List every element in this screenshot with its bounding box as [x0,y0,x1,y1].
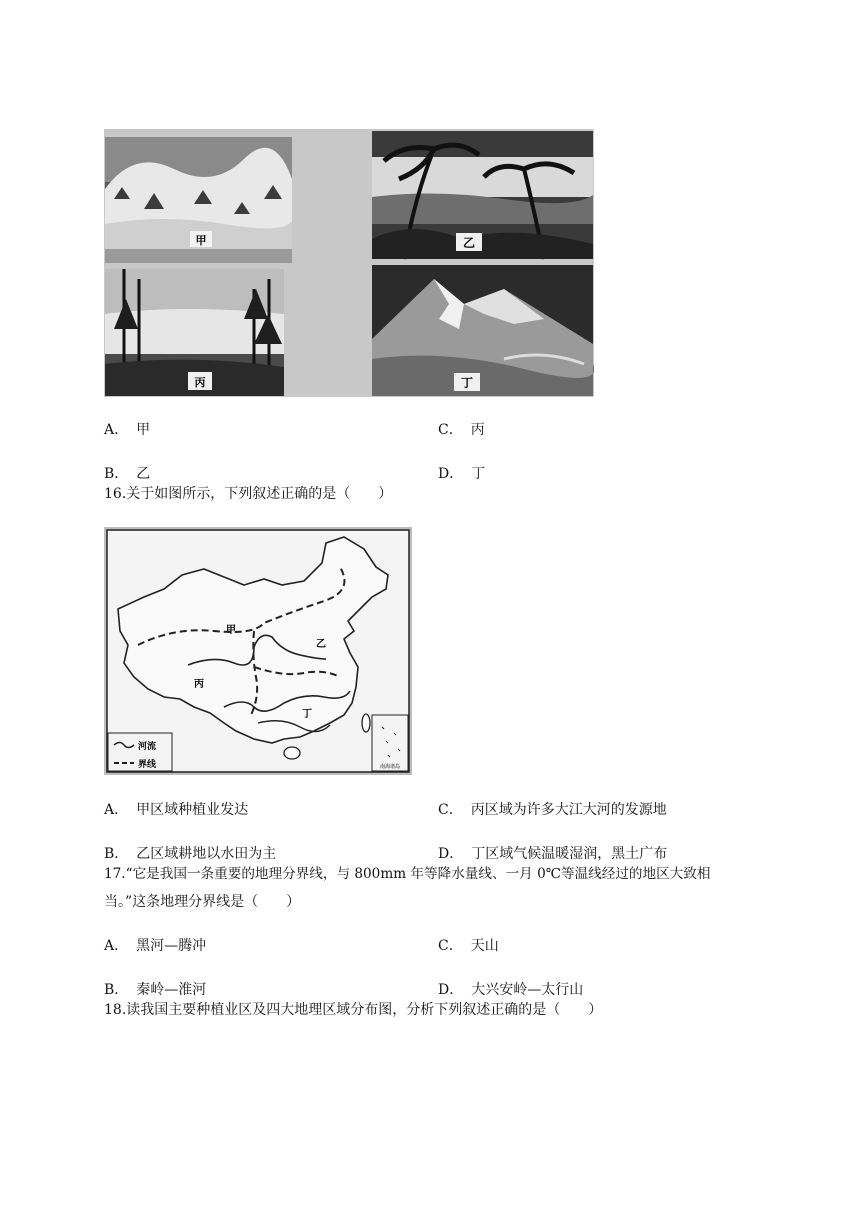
south-sea-inset [372,715,408,771]
q16-option-b[interactable] [104,845,276,863]
legend-river: 河流 [138,742,157,752]
q15-option-a[interactable] [104,421,150,439]
photo-jia [105,137,292,263]
option-letter: C． [438,938,463,954]
option-text: 甲区域种植业发达 [136,802,249,818]
option-text: 天山 [470,938,499,954]
q15-option-c[interactable] [438,421,485,439]
q16-option-c[interactable] [438,801,667,819]
q17-option-a[interactable] [104,937,206,955]
map-label-jia: 甲 [226,625,236,636]
q18-stem: 18.读我国主要种植业区及四大地理区域分布图，分析下列叙述正确的是（ ） [104,1002,603,1018]
option-text: 乙 [136,466,151,482]
map-label-yi: 乙 [316,639,326,650]
q15-option-d[interactable] [438,465,485,483]
photo-ding [372,265,594,396]
option-text: 黑河—腾冲 [136,938,207,954]
china-map-figure [104,527,412,775]
q17-option-c[interactable] [438,937,499,955]
q17-option-d[interactable] [438,981,583,999]
photo-label-jia: 甲 [195,234,207,247]
option-text: 秦岭—淮河 [136,982,207,998]
option-letter: D． [438,982,464,998]
option-letter: A． [104,422,129,438]
q16-stem: 16.关于如图所示，下列叙述正确的是（ ） [104,486,393,502]
option-text: 丁区域气候温暖湿润，黑土广布 [471,846,668,862]
photo-yi [372,131,593,259]
landscape-photos-figure [104,129,594,397]
map-legend [108,733,172,771]
q15-option-b[interactable] [104,465,150,483]
q17-stem-line2: 当。”这条地理分界线是（ ） [104,894,301,910]
legend-boundary: 界线 [138,760,157,770]
map-label-ding: 丁 [302,709,312,720]
q16-option-a[interactable] [104,801,248,819]
q17-option-b[interactable] [104,981,206,999]
option-letter: C． [438,422,463,438]
option-text: 丙区域为许多大江大河的发源地 [470,802,667,818]
option-letter: B． [104,982,129,998]
photo-label-bing: 丙 [194,376,206,389]
option-letter: A． [104,802,129,818]
photo-bing [105,269,284,396]
inset-label: 南海诸岛 [379,764,401,770]
option-letter: B． [104,466,129,482]
option-text: 大兴安岭—太行山 [471,982,584,998]
option-text: 丙 [470,422,485,438]
option-letter: D． [438,466,464,482]
option-letter: C． [438,802,463,818]
q16-option-d[interactable] [438,845,667,863]
option-letter: B． [104,846,129,862]
photo-label-yi: 乙 [462,236,476,250]
option-text: 甲 [136,422,151,438]
option-text: 乙区域耕地以水田为主 [136,846,277,862]
option-letter: A． [104,938,129,954]
option-text: 丁 [471,466,486,482]
map-label-bing: 丙 [194,679,204,690]
option-letter: D． [438,846,464,862]
photo-label-ding: 丁 [460,376,474,390]
q17-stem-line1: 17.“它是我国一条重要的地理分界线，与 800mm 年等降水量线、一月 0℃等温线经过的地区大致相 [104,866,711,882]
